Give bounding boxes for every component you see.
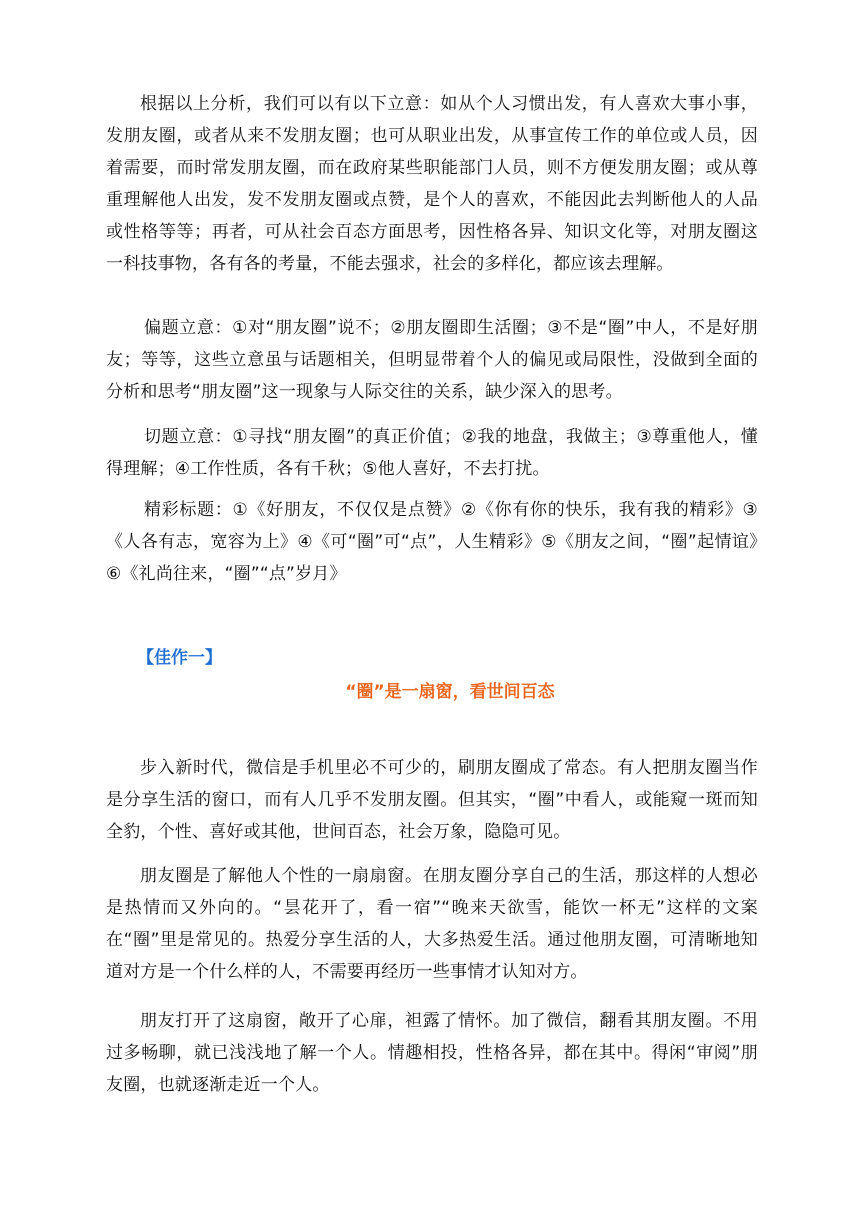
essay-title: “圈”是一扇窗，看世间百态 [345, 682, 555, 702]
essay-section-label: 【佳作一】 [137, 648, 222, 668]
on-topic-ideas-paragraph: 切题立意：①寻找“朋友圈”的真正价值；②我的地盘，我做主；③尊重他人，懂得理解；④工作性质，各有千秋；⑤他人喜好，不去打扰。 [106, 427, 758, 479]
analysis-paragraph: 根据以上分析，我们可以有以下立意：如从个人习惯出发，有人喜欢大事小事，发朋友圈，或者从来不发朋友圈；也可从职业出发，从事宣传工作的单位或人员，因着需要，而时常发朋友圈，而在政府某些职能部门人员，则不方便发朋友圈；或从尊重理解他人出发，发不发朋友圈或点赞，是个人的喜欢，不能因此去判断他人的人品或性格等等；再者，可从社会百态方面思考，因性格各异、知识文化等，对朋友圈这一科技事物，各有各的考量，不能去强求，社会的多样化，都应该去理解。 [106, 94, 758, 274]
essay-paragraph: 步入新时代，微信是手机里必不可少的，刷朋友圈成了常态。有人把朋友圈当作是分享生活的窗口，而有人几乎不发朋友圈。但其实，“圈”中看人，或能窥一斑而知全豹，个性、喜好或其他，世间百态，社会万象，隐隐可见。 [106, 758, 758, 842]
excellent-titles-paragraph: 精彩标题：①《好朋友，不仅仅是点赞》②《你有你的快乐，我有我的精彩》③《人各有志，宽容为上》④《可“圈”可“点”，人生精彩》⑤《朋友之间，“圈”起情谊》⑥《礼尚往来，“圈”“点”岁月》 [106, 500, 758, 584]
essay-paragraph: 朋友打开了这扇窗，敞开了心扉，袒露了情怀。加了微信，翻看其朋友圈。不用过多畅聊，就已浅浅地了解一个人。情趣相投，性格各异，都在其中。得闲“审阅”朋友圈，也就逐渐走近一个人。 [106, 1011, 758, 1095]
off-topic-ideas-paragraph: 偏题立意：①对“朋友圈”说不；②朋友圈即生活圈；③不是“圈”中人，不是好朋友；等等，这些立意虽与话题相关，但明显带着个人的偏见或局限性，没做到全面的分析和思考“朋友圈”这一现象与人际交往的关系，缺少深入的思考。 [106, 318, 758, 402]
essay-paragraph: 朋友圈是了解他人个性的一扇扇窗。在朋友圈分享自己的生活，那这样的人想必是热情而又外向的。“昙花开了，看一宿”“晚来天欲雪，能饮一杯无”这样的文案在“圈”里是常见的。热爱分享生活的人，大多热爱生活。通过他朋友圈，可清晰地知道对方是一个什么样的人，不需要再经历一些事情才认知对方。 [106, 866, 758, 982]
